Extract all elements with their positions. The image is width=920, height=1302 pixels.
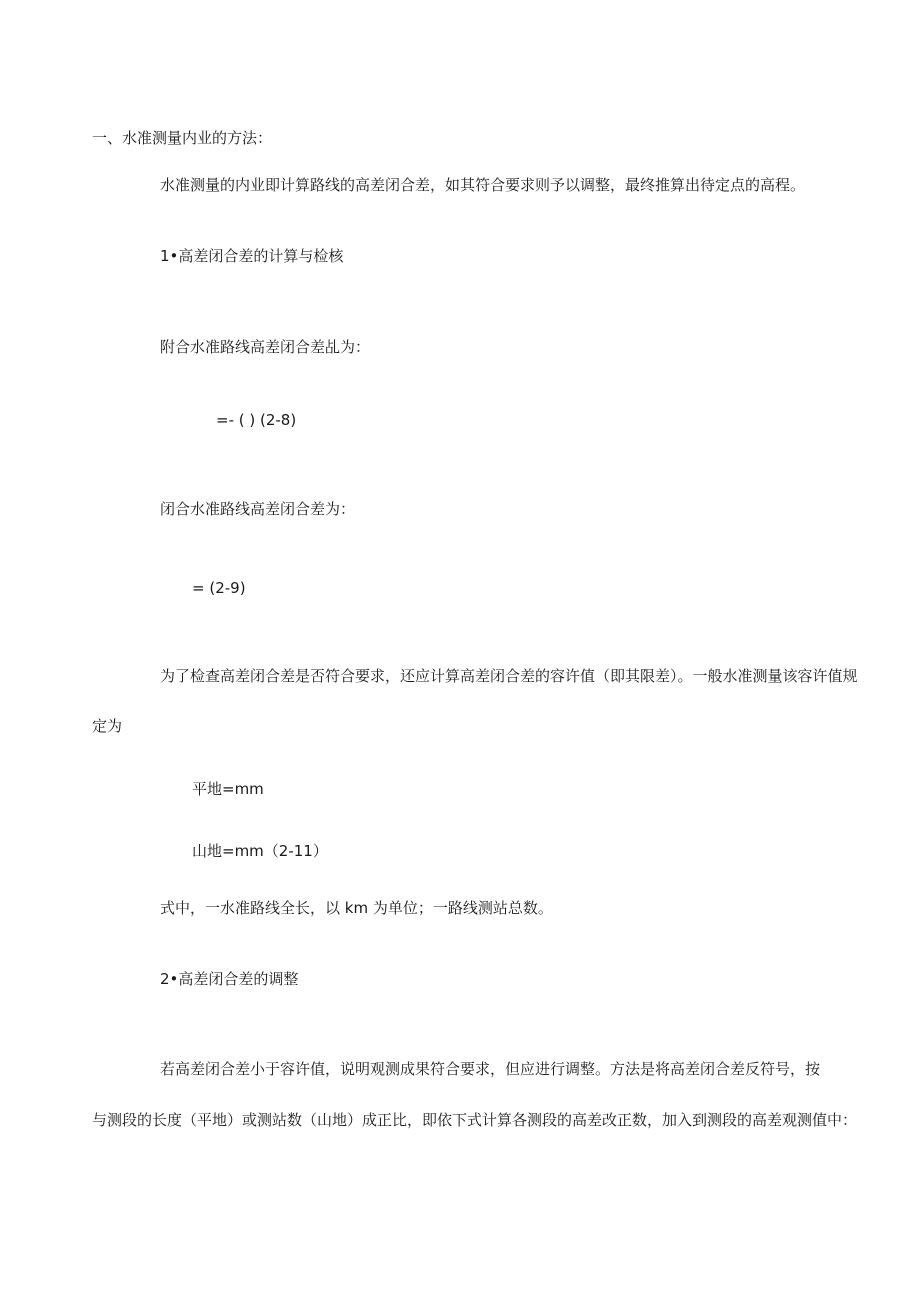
formula-2-9: = (2-9) xyxy=(192,579,246,597)
where-clause: 式中，一水准路线全长，以 km 为单位；一路线测站总数。 xyxy=(160,899,553,917)
adjust-paragraph-line-2: 与测段的长度（平地）或测站数（山地）成正比，即依下式计算各测段的高差改正数，加入到测段的高差观测值中： xyxy=(92,1111,858,1129)
subsection-2-heading: 2•高差闭合差的调整 xyxy=(160,970,299,988)
tolerance-paragraph-line-2: 定为 xyxy=(92,717,123,735)
adjust-paragraph-line-1: 若高差闭合差小于容许值，说明观测成果符合要求，但应进行调整。方法是将高差闭合差反符号，按 xyxy=(160,1060,821,1078)
tolerance-paragraph-line-1: 为了检查高差闭合差是否符合要求，还应计算高差闭合差的容许值（即其限差）。一般水准测量该容许值规 xyxy=(160,667,858,685)
intro-paragraph: 水准测量的内业即计算路线的高差闭合差，如其符合要求则予以调整，最终推算出待定点的高程。 xyxy=(160,176,806,194)
attached-route-label: 附合水准路线高差闭合差乩为： xyxy=(160,338,371,356)
section-heading: 一、水准测量内业的方法： xyxy=(92,129,273,147)
mountain-formula: 山地=mm（2-11） xyxy=(192,842,328,860)
subsection-1-heading: 1•高差闭合差的计算与检核 xyxy=(160,247,344,265)
formula-2-8: =- ( ) (2-8) xyxy=(216,411,297,429)
flat-ground-formula: 平地=mm xyxy=(192,780,264,798)
closed-route-label: 闭合水准路线高差闭合差为： xyxy=(160,500,356,518)
